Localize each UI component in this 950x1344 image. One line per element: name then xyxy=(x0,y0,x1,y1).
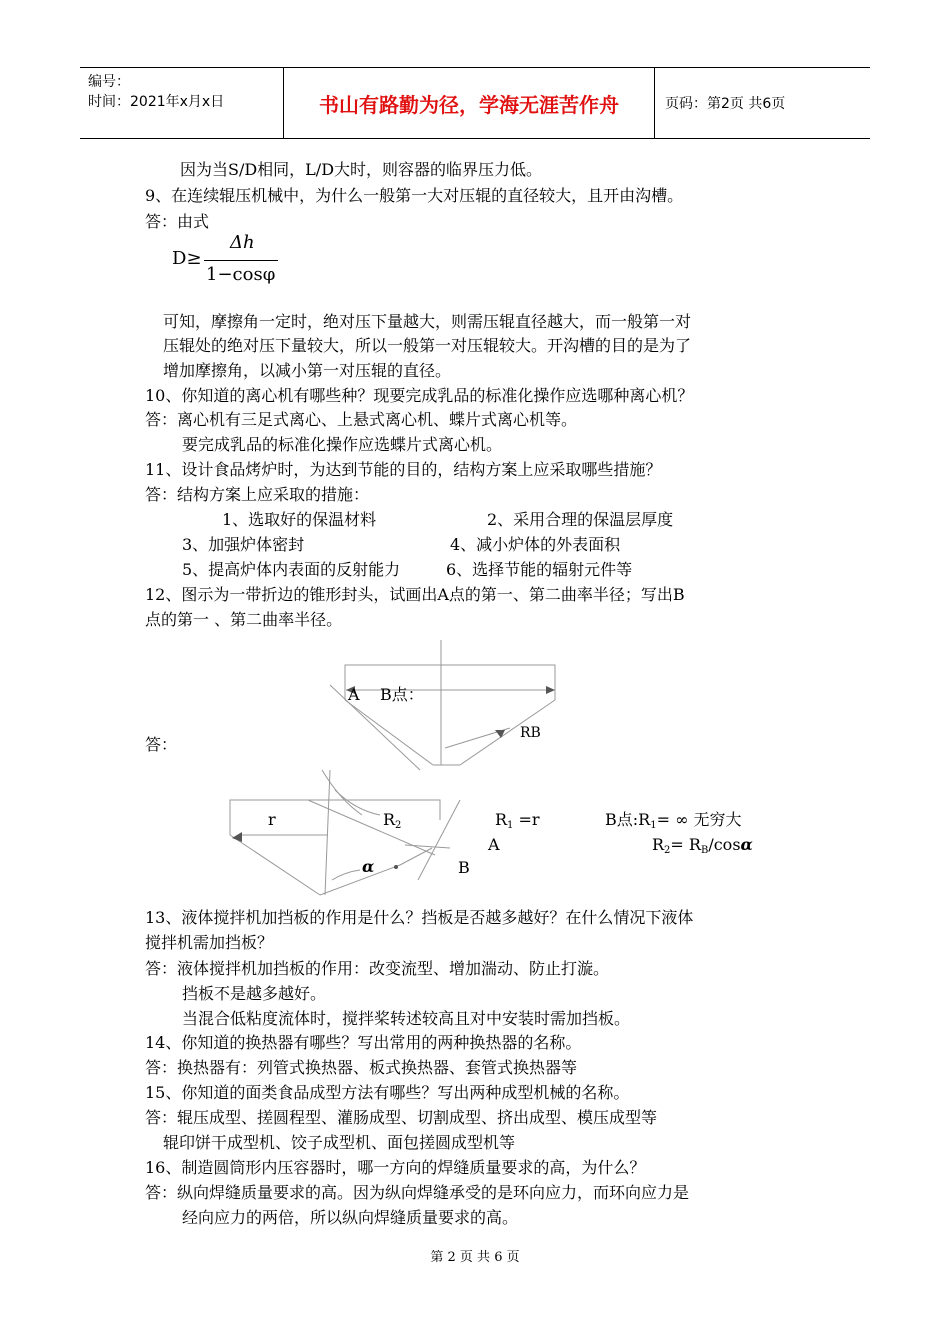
answer-9-para: 增加摩擦角，以减小第一对压辊的直径。 xyxy=(163,361,452,380)
label-rb: RB xyxy=(520,725,541,741)
label-a-top: A xyxy=(348,685,360,704)
answer-9: 答：由式 xyxy=(145,212,210,231)
answer-10: 答：离心机有三足式离心、上悬式离心机、蝶片式离心机等。 xyxy=(145,410,578,429)
header-slogan: 书山有路勤为径，学海无涯苦作舟 xyxy=(283,68,655,138)
label-r2: R2 xyxy=(383,810,402,831)
answer-9-para: 可知，摩擦角一定时，绝对压下量越大，则需压辊直径越大，而一般第一对 xyxy=(163,312,692,331)
label-b-r1: B点:R1= ∞ 无穷大 xyxy=(605,810,742,831)
formula-lhs: D≥ xyxy=(172,248,202,269)
measure-item: 4、减小炉体的外表面积 xyxy=(450,535,621,554)
answer-11: 答：结构方案上应采取的措施： xyxy=(145,485,370,504)
formula-denominator: 1−cosφ xyxy=(206,264,276,285)
question-13: 13、液体搅拌机加挡板的作用是什么？挡板是否越多越好？在什么情况下液体 xyxy=(145,908,694,927)
question-15: 15、你知道的面类食品成型方法有哪些？写出两种成型机械的名称。 xyxy=(145,1083,630,1102)
measure-item: 2、采用合理的保温层厚度 xyxy=(487,510,674,529)
answer-16: 经向应力的两倍，所以纵向焊缝质量要求的高。 xyxy=(182,1208,519,1227)
label-b-r2: R2= RB/cosα xyxy=(652,835,753,856)
time-label: 时间：2021年x月x日 xyxy=(88,94,225,110)
question-12: 点的第一 、第二曲率半径。 xyxy=(145,610,343,629)
measure-item: 6、选择节能的辐射元件等 xyxy=(446,560,633,579)
answer-16: 答：纵向焊缝质量要求的高。因为纵向焊缝承受的是环向应力，而环向应力是 xyxy=(145,1183,690,1202)
answer-13: 当混合低粘度流体时，搅拌桨转述较高且对中安装时需加挡板。 xyxy=(182,1009,631,1028)
figure-answer-label: 答： xyxy=(145,735,178,754)
answer-10: 要完成乳品的标准化操作应选蝶片式离心机。 xyxy=(182,435,503,454)
formula-numerator: Δh xyxy=(230,232,255,253)
page-footer: 第 2 页 共 6 页 xyxy=(430,1250,520,1265)
code-label: 编号： xyxy=(88,74,130,90)
header-page-info: 页码：第2页 共6页 xyxy=(665,96,786,112)
measure-item: 1、选取好的保温材料 xyxy=(222,510,377,529)
measure-item: 3、加强炉体密封 xyxy=(182,535,305,554)
answer-15: 答：辊压成型、搓圆程型、灌肠成型、切割成型、挤出成型、模压成型等 xyxy=(145,1108,658,1127)
label-b-point: B点： xyxy=(380,685,424,704)
text-line: 因为当S/D相同，L/D大时，则容器的临界压力低。 xyxy=(180,160,543,179)
question-10: 10、你知道的离心机有哪些种？现要完成乳品的标准化操作应选哪种离心机？ xyxy=(145,386,694,405)
label-r1-eq: R1 =r xyxy=(495,810,540,831)
question-13: 搅拌机需加挡板？ xyxy=(145,933,274,952)
answer-9-para: 压辊处的绝对压下量较大，所以一般第一对压辊较大。开沟槽的目的是为了 xyxy=(163,336,692,355)
question-16: 16、制造圆筒形内压容器时，哪一方向的焊缝质量要求的高，为什么？ xyxy=(145,1158,646,1177)
label-r: r xyxy=(268,810,276,829)
question-9: 9、在连续辊压机械中，为什么一般第一大对压辊的直径较大，且开由沟槽。 xyxy=(145,186,684,205)
measure-item: 5、提高炉体内表面的反射能力 xyxy=(182,560,401,579)
answer-14: 答：换热器有：列管式换热器、板式换热器、套管式换热器等 xyxy=(145,1058,578,1077)
question-12: 12、图示为一带折边的锥形封头，试画出A点的第一、第二曲率半径；写出B xyxy=(145,585,685,604)
answer-13: 挡板不是越多越好。 xyxy=(182,984,327,1003)
label-a-bottom: A xyxy=(488,835,500,854)
label-alpha: α xyxy=(362,857,375,876)
question-14: 14、你知道的换热器有哪些？写出常用的两种换热器的名称。 xyxy=(145,1033,582,1052)
answer-15: 辊印饼干成型机、饺子成型机、面包搓圆成型机等 xyxy=(163,1133,516,1152)
question-11: 11、设计食品烤炉时，为达到节能的目的，结构方案上应采取哪些措施？ xyxy=(145,460,662,479)
label-b-bottom: B xyxy=(458,858,470,877)
answer-13: 答：液体搅拌机加挡板的作用：改变流型、增加湍动、防止打漩。 xyxy=(145,959,610,978)
